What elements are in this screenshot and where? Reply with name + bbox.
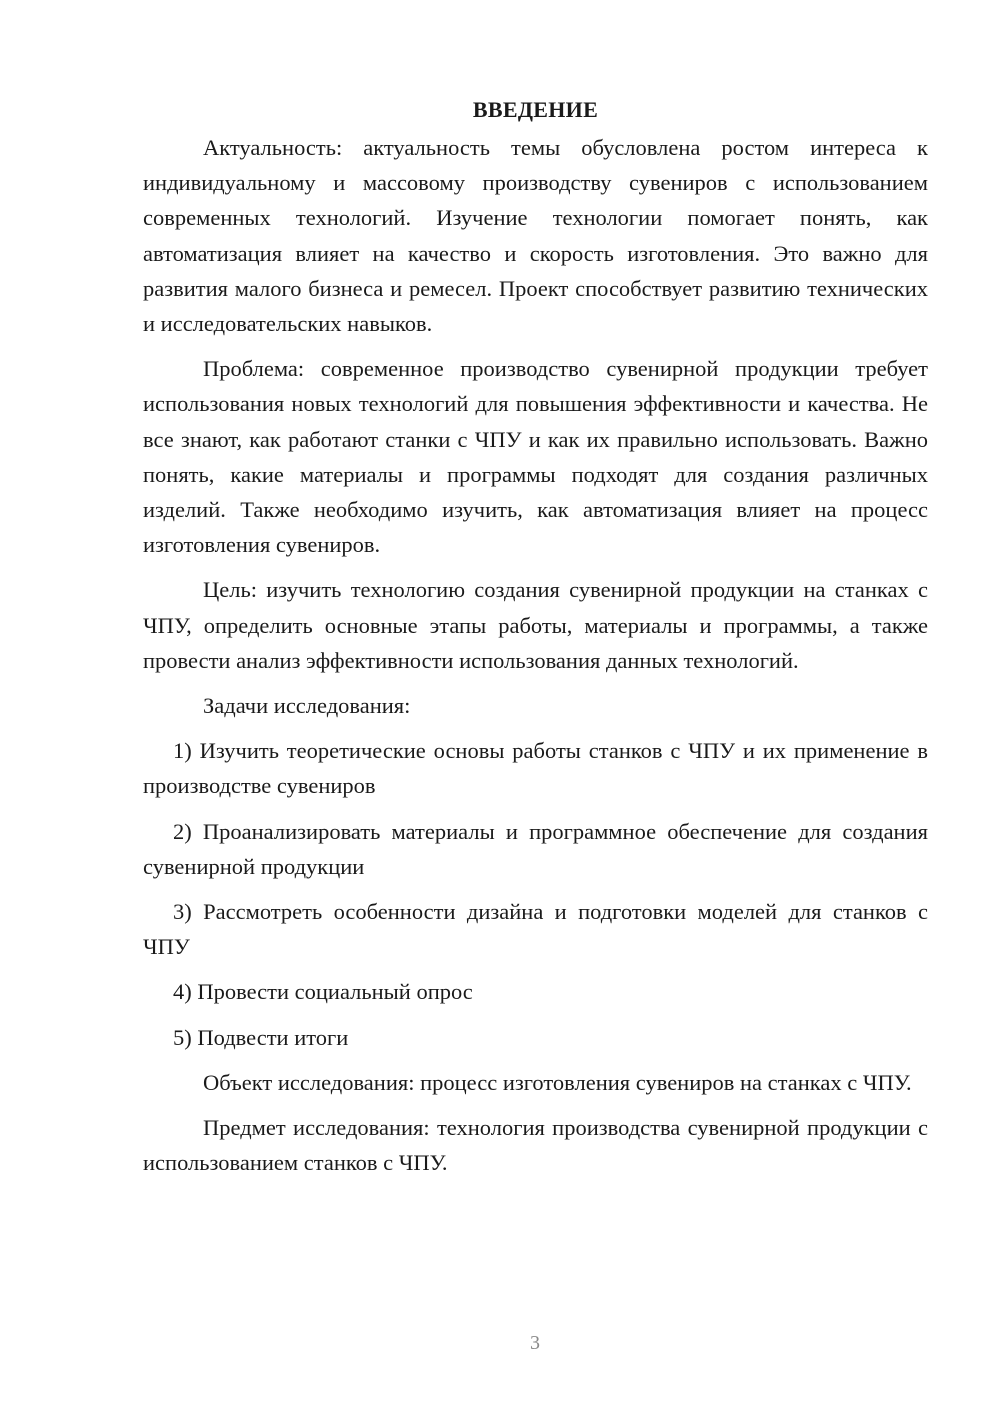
- document-page: [143, 94, 928, 1190]
- paragraph-subject: Предмет исследования: технология производства сувенирной продукции с использованием станков с ЧПУ.: [143, 1115, 928, 1176]
- page-title: ВВЕДЕНИЕ: [472, 97, 599, 122]
- paragraph-goal: Цель: изучить технологию создания сувенирной продукции на станках с ЧПУ, определить основные этапы работы, материалы и программы, а также провести анализ эффективности использования данных технологий.: [143, 577, 928, 673]
- list-item: 3) Рассмотреть особенности дизайна и подготовки моделей для станков с ЧПУ: [143, 899, 928, 960]
- tasks-heading: Задачи исследования:: [203, 693, 411, 719]
- page-number: 3: [530, 1332, 540, 1354]
- list-item: 1) Изучить теоретические основы работы станков с ЧПУ и их применение в производстве сувениров: [143, 738, 928, 799]
- list-item: 2) Проанализировать материалы и программное обеспечение для создания сувенирной продукции: [143, 818, 928, 879]
- tasks-list: [143, 733, 928, 1055]
- list-item: 4) Провести социальный опрос: [173, 979, 473, 1005]
- paragraph-problem: Проблема: современное производство сувенирной продукции требует использования новых технологий для повышения эффективности и качества. Не все знают, как работают станки с ЧПУ и как их правильно использовать. Важно понять, какие материалы и программы подходят для создания различных изделий. Также необходимо изучить, как автоматизация влияет на процесс изготовления сувениров.: [143, 356, 928, 558]
- paragraph-relevance: Актуальность: актуальность темы обусловлена ростом интереса к индивидуальному и массовому производству сувениров с использованием современных технологий. Изучение технологии помогает понять, как автоматизация влияет на качество и скорость изготовления. Это важно для развития малого бизнеса и ремесел. Проект способствует развитию технических и исследовательских навыков.: [143, 135, 928, 337]
- paragraph-object: Объект исследования: процесс изготовления сувениров на станках с ЧПУ.: [203, 1069, 912, 1095]
- list-item: 5) Подвести итоги: [173, 1024, 349, 1050]
